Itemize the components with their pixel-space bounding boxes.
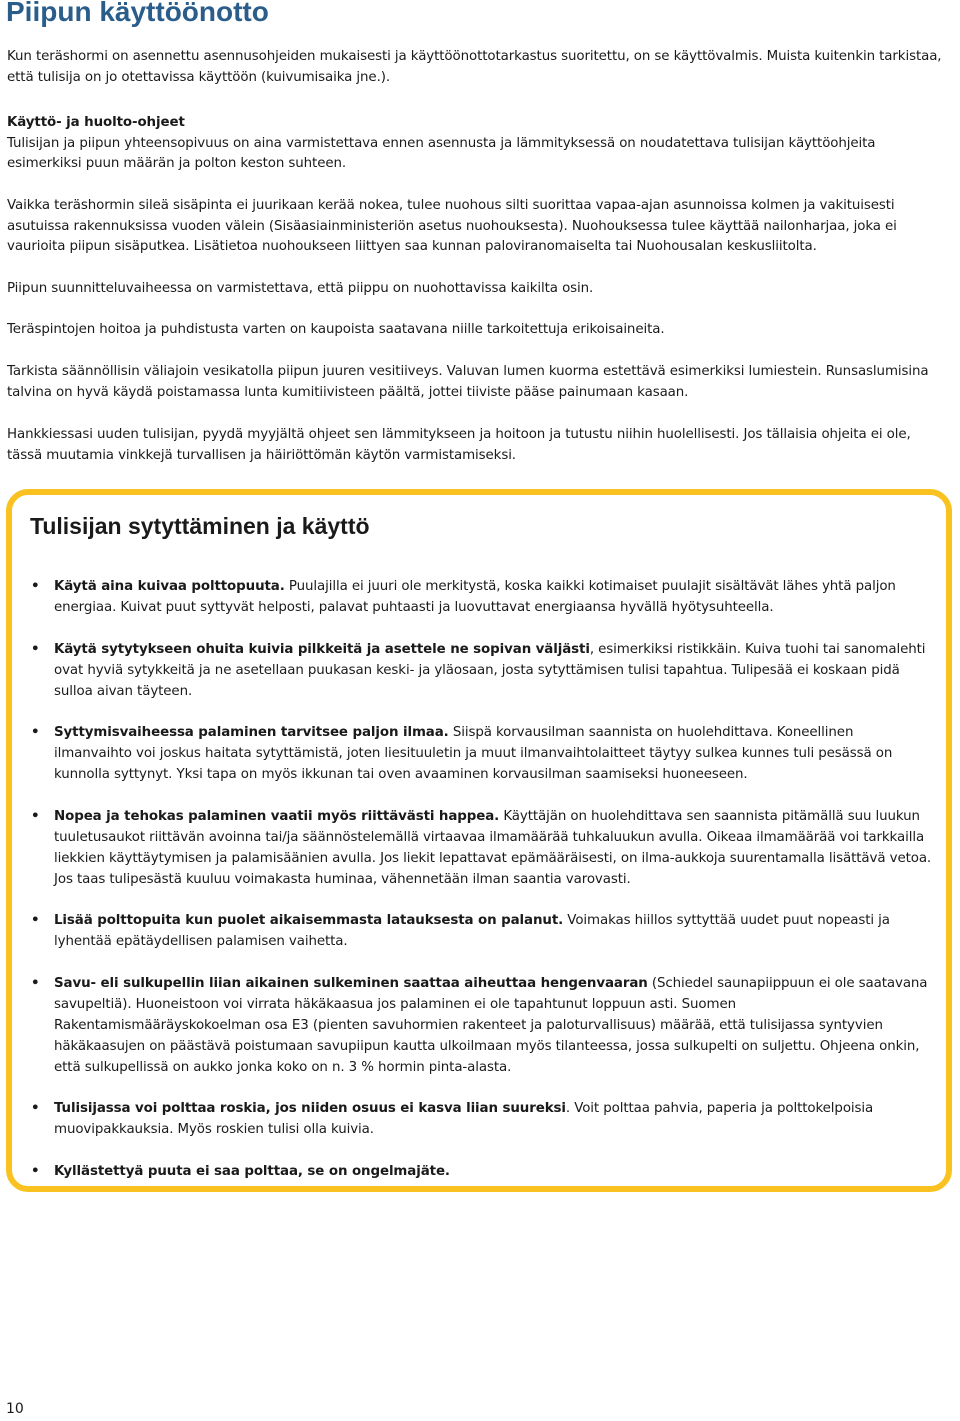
item-lead: Käytä aina kuivaa polttopuuta. bbox=[54, 579, 285, 594]
item-lead: Käytä sytytykseen ohuita kuivia pilkkeitä ja asettele ne sopivan väljästi bbox=[54, 641, 590, 657]
item-text: . Voit polttaa pahvia, paperia ja polttokelpoisia muovipakkauksia. Myös roskien tulisi olla kuivia. bbox=[54, 1101, 874, 1137]
list-item bbox=[31, 910, 934, 952]
page-title: Piipun käyttöönotto bbox=[6, 0, 269, 27]
tips-list bbox=[31, 576, 934, 1202]
list-item bbox=[31, 639, 934, 702]
paragraph-instructions: Hankkiessasi uuden tulisijan, pyydä myyjältä ohjeet sen lämmitykseen ja hoitoon ja tutustu niihin huolellisesti. Jos tällaisia ohjeita ei ole, tässä muutamia vinkkejä turvallisen ja häiriöttömän käytön varmistamiseksi. bbox=[7, 427, 911, 463]
page-number: 10 bbox=[6, 1401, 24, 1417]
box-title: Tulisijan sytyttäminen ja käyttö bbox=[30, 513, 370, 539]
paragraph-sweeping: Vaikka teräshormin sileä sisäpinta ei juurikaan kerää nokea, tulee nuohous silti suorittaa vapaa-ajan asunnoissa kolmen ja vakituisesti asutuissa rakennuksissa vuoden välein (Sisäasiainministeriön asetus nuohouksesta). Nuohouksessa tulee käyttää nailonharjaa, joka ei vaurioita piipun sisäputkea. Lisätietoa nuohoukseen liittyen saa kunnan paloviranomaiselta tai Nuohousalan keskusliitolta. bbox=[7, 198, 897, 255]
item-lead: Tulisijassa voi polttaa roskia, jos niiden osuus ei kasva liian suureksi bbox=[54, 1101, 566, 1116]
bullet-icon: • bbox=[31, 1163, 40, 1179]
bullet-icon: • bbox=[31, 975, 40, 991]
item-lead: Nopea ja tehokas palaminen vaatii myös riittävästi happea. bbox=[54, 808, 500, 824]
bullet-icon: • bbox=[31, 641, 40, 657]
list-item bbox=[31, 1161, 934, 1182]
paragraph-design: Piipun suunnitteluvaiheessa on varmistettava, että piippu on nuohottavissa kaikilta osin. bbox=[7, 281, 594, 296]
bullet-icon: • bbox=[31, 913, 40, 928]
list-item bbox=[31, 806, 934, 890]
list-item bbox=[31, 722, 934, 785]
item-text: Käyttäjän on huolehdittava sen saannista pitämällä suu luukun tuuletusaukot riittävän avoinna tai/ja säännöstelemällä virtaavaa ilmamäärää tuhkaluukun avulla. Oikeaa ilmamäärää voi tarkkailla liekkien käyttäytymisen ja palamisäänien avulla. Jos liekit lepattavat epämääräisesti, on ilma-aukkoja suurentamalla lisättävä vetoa. Jos taas tulipesästä kuuluu voimakasta huminaa, vähennetään ilman saantia varovasti. bbox=[54, 808, 932, 887]
list-item bbox=[31, 1098, 934, 1140]
intro-paragraph: Kun teräshormi on asennettu asennusohjeiden mukaisesti ja käyttöönottotarkastus suoritettu, on se käyttövalmis. Muista kuitenkin tarkistaa, että tulisija on jo otettavissa käyttöön (kuivumisaika jne.). bbox=[7, 49, 942, 85]
maintenance-section bbox=[7, 113, 948, 175]
item-text: Siispä korvausilman saannista on huolehdittava. Koneellinen ilmanvaihto voi joskus haitata sytyttämistä, joten liesituuletin ja muut ilmanvaihtolaitteet täytyy sulkea kunnes tuli pesässä on kunnolla syttynyt. Yksi tapa on myös ikkunan tai oven avaaminen korvausilman saamiseksi huoneeseen. bbox=[54, 725, 893, 782]
bullet-icon: • bbox=[31, 725, 40, 740]
list-item bbox=[31, 973, 934, 1078]
item-text: , esimerkiksi ristikkäin. Kuiva tuohi tai sanomalehti ovat hyviä sytykkeitä ja ne asetellaan puukasan keski- ja yläosaan, josta sytyttämisen tulisi tapahtua. Tulipesää ei koskaan pidä sulloa aivan täyteen. bbox=[54, 641, 926, 699]
item-text: Voimakas hiillos syttyttää uudet puut nopeasti ja lyhentää epätäydellisen palamisen vaihetta. bbox=[54, 913, 890, 949]
item-text: (Schiedel saunapiippuun ei ole saatavana savupeltiä). Huoneistoon voi virrata häkäkaasua jos palaminen ei ole tapahtunut loppuun asti. Suomen Rakentamismääräyskokoelman osa E3 (pienten savuhormien rakenteet ja paloturvallisuus) määrää, että tulisijassa syntyvien häkäkaasujen on päästävä poistumaan savupiipun kautta ulkoilmaan myös tilanteessa, jossa sulkupelti on suljettu. Ohjeena onkin, että sulkupellissä on aukko jonka koko on n. 3 % hormin pinta-alasta. bbox=[54, 975, 928, 1075]
bullet-icon: • bbox=[31, 808, 40, 824]
section-text: Tulisijan ja piipun yhteensopivuus on aina varmistettava ennen asennusta ja lämmityksessä on noudatettava tulisijan käyttöohjeita esimerkiksi puun määrän ja polton keston suhteen. bbox=[7, 135, 876, 172]
item-lead: Kyllästettyä puuta ei saa polttaa, se on ongelmajäte. bbox=[54, 1163, 450, 1179]
paragraph-roof-check: Tarkista säännöllisin väliajoin vesikatolla piipun juuren vesitiiveys. Valuvan lumen kuorma estettävä esimerkiksi lumiestein. Runsaslumisina talvina on hyvä käydä poistamassa lunta kumitiivisteen päältä, jottei tiiviste pääse painumaan kasaan. bbox=[7, 364, 929, 400]
bullet-icon: • bbox=[31, 1101, 40, 1116]
item-lead: Syttymisvaiheessa palaminen tarvitsee paljon ilmaa. bbox=[54, 725, 449, 740]
item-lead: Savu- eli sulkupellin liian aikainen sulkeminen saattaa aiheuttaa hengenvaaran bbox=[54, 975, 648, 991]
item-lead: Lisää polttopuita kun puolet aikaisemmasta latauksesta on palanut. bbox=[54, 913, 564, 928]
bullet-icon: • bbox=[31, 579, 40, 594]
tips-box bbox=[6, 489, 952, 1192]
list-item bbox=[31, 576, 934, 618]
paragraph-cleaning: Teräspintojen hoitoa ja puhdistusta varten on kaupoista saatavana niille tarkoitettuja erikoisaineita. bbox=[7, 322, 665, 337]
item-text: Puulajilla ei juuri ole merkitystä, koska kaikki kotimaiset puulajit sisältävät lähes yhtä paljon energiaa. Kuivat puut syttyvät helposti, palavat puhtaasti ja luovuttavat energiaansa hyvällä hyötysuhteella. bbox=[54, 579, 896, 615]
section-heading: Käyttö- ja huolto-ohjeet bbox=[7, 115, 185, 130]
